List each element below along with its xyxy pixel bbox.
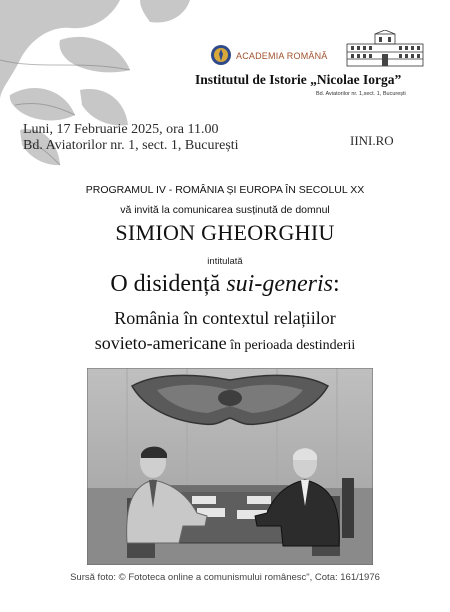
photo-caption: Sursă foto: © Fototeca online a comunismului românesc", Cota: 161/1976 xyxy=(70,572,380,583)
subtitle-line2-main: sovieto-americane xyxy=(94,333,227,353)
title-italic: sui-generis xyxy=(226,271,333,297)
event-date: Luni, 17 Februarie 2025, ora 11.00 xyxy=(23,122,219,137)
speaker-name: SIMION GHEORGHIU xyxy=(115,220,335,245)
program-line: PROGRAMUL IV - ROMÂNIA ȘI EUROPA ÎN SECOLUL XX xyxy=(85,184,365,196)
academy-name: ACADEMIA ROMÂNĂ xyxy=(236,51,328,61)
event-address: Bd. Aviatorilor nr. 1, sect. 1, București xyxy=(23,138,239,153)
invite-line: vă invită la comunicarea susținută de domnul xyxy=(120,204,330,216)
institute-name: Institutul de Istorie „Nicolae Iorga” xyxy=(195,72,402,87)
building-illustration-icon xyxy=(345,30,425,68)
lecture-subtitle-line2 xyxy=(0,333,450,354)
leaves-decoration xyxy=(0,0,200,190)
academy-logo-icon xyxy=(210,44,232,66)
title-start: O disidență xyxy=(110,271,227,297)
institute-address: Bd. Aviatorilor nr. 1,sect. 1, București xyxy=(316,91,406,97)
entitled-label: intitulată xyxy=(207,256,243,267)
website-link[interactable]: IINI.RO xyxy=(350,133,394,148)
lecture-title xyxy=(0,271,450,298)
lecture-subtitle-line1: România în contextul relațiilor xyxy=(114,308,336,328)
subtitle-line2-rest: în perioada destinderii xyxy=(226,338,356,353)
historical-photo xyxy=(87,368,373,565)
title-end: : xyxy=(332,271,340,297)
